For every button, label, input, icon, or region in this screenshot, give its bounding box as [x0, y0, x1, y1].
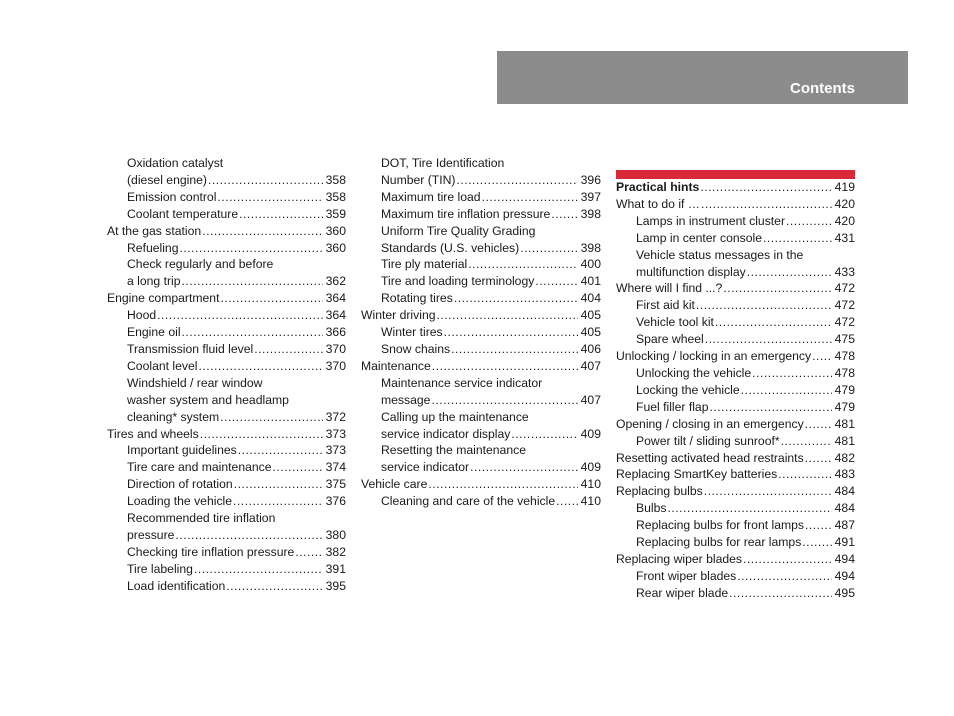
toc-entry-label: Maximum tire load	[381, 189, 481, 204]
toc-subentry[interactable]	[616, 382, 855, 399]
toc-subentry[interactable]	[616, 213, 855, 230]
toc-subentry[interactable]	[616, 500, 855, 517]
toc-subentry[interactable]	[107, 409, 346, 426]
toc-subentry[interactable]	[107, 578, 346, 595]
toc-page-number: 397	[580, 189, 601, 204]
dot-leader	[696, 297, 832, 314]
toc-page-number: 420	[834, 196, 855, 211]
toc-subentry[interactable]	[107, 493, 346, 510]
dot-leader	[157, 307, 323, 324]
dot-leader	[238, 442, 323, 459]
toc-subentry[interactable]	[107, 527, 346, 544]
dot-leader	[535, 273, 577, 290]
toc-subentry[interactable]	[616, 568, 855, 585]
toc-subentry[interactable]	[361, 493, 601, 510]
dot-leader	[454, 290, 578, 307]
dot-leader	[747, 264, 832, 281]
toc-page-number: 405	[580, 325, 601, 340]
toc-subentry[interactable]	[107, 476, 346, 493]
toc-page-number: 479	[834, 382, 855, 397]
dot-leader	[428, 476, 577, 493]
toc-subentry[interactable]	[361, 172, 601, 189]
dot-leader	[668, 500, 832, 517]
toc-entry-label: Vehicle tool kit	[636, 315, 714, 330]
toc-page-number: 433	[834, 264, 855, 279]
toc-entry-text-line: Maintenance service indicator	[381, 375, 543, 390]
toc-subentry[interactable]	[616, 399, 855, 416]
toc-entry-label: First aid kit	[636, 298, 695, 313]
toc-entry[interactable]	[616, 280, 855, 297]
toc-subentry[interactable]	[616, 585, 855, 602]
toc-page-number: 478	[834, 349, 855, 364]
dot-leader	[233, 493, 323, 510]
toc-entry[interactable]	[616, 348, 855, 365]
toc-page-number: 398	[580, 206, 601, 221]
dot-leader	[781, 433, 832, 450]
dot-leader	[704, 483, 832, 500]
toc-entry-text-line: DOT, Tire Identification	[381, 156, 505, 170]
toc-entry[interactable]	[361, 358, 601, 375]
toc-entry[interactable]	[361, 476, 601, 493]
dot-leader	[226, 578, 322, 595]
dot-leader	[234, 476, 323, 493]
toc-page-number: 410	[580, 494, 601, 509]
dot-leader	[778, 466, 831, 483]
toc-page-number: 382	[325, 544, 346, 559]
dot-leader	[741, 382, 832, 399]
toc-column-1	[107, 155, 346, 595]
toc-entry-text-line: Vehicle status messages in the	[636, 247, 804, 262]
toc-entry-label: Locking the vehicle	[636, 382, 740, 397]
toc-page-number: 419	[834, 180, 855, 194]
toc-entry-label: Number (TIN)	[381, 172, 456, 187]
dot-leader	[556, 493, 578, 510]
toc-entry-text-line: Calling up the maintenance	[381, 409, 529, 424]
dot-leader	[812, 348, 832, 365]
dot-leader	[715, 314, 832, 331]
toc-entry[interactable]	[616, 179, 855, 196]
dot-leader	[217, 189, 322, 206]
toc-subentry[interactable]	[107, 240, 346, 257]
dot-leader	[182, 324, 323, 341]
toc-page-number: 360	[325, 223, 346, 238]
dot-leader	[705, 331, 832, 348]
dot-leader	[456, 172, 577, 189]
toc-subentry[interactable]	[107, 189, 346, 206]
toc-entry-text-line: Check regularly and before	[127, 257, 274, 272]
toc-entry-label: Refueling	[127, 240, 179, 255]
toc-entry-label: Rotating tires	[381, 291, 453, 306]
toc-subentry[interactable]	[107, 307, 346, 324]
toc-entry-label: Lamps in instrument cluster	[636, 213, 786, 228]
toc-page-number: 395	[325, 578, 346, 593]
toc-entry-text-line: Resetting the maintenance	[381, 443, 526, 458]
dot-leader	[700, 179, 831, 196]
toc-subentry[interactable]	[361, 324, 601, 341]
toc-page-number: 479	[834, 399, 855, 414]
toc-page-number: 420	[834, 213, 855, 228]
dot-leader	[805, 450, 832, 467]
dot-leader	[175, 527, 322, 544]
toc-page-number: 396	[580, 172, 601, 187]
toc-subentry[interactable]	[616, 365, 855, 382]
toc-subentry[interactable]	[107, 442, 346, 459]
toc-entry-label: multifunction display	[636, 264, 746, 279]
toc-page-number: 400	[580, 257, 601, 272]
toc-subentry[interactable]	[361, 189, 601, 206]
toc-subentry[interactable]	[361, 273, 601, 290]
dot-leader	[786, 213, 832, 230]
toc-entry-label: What to do if …	[616, 196, 700, 211]
page-title: Contents	[790, 80, 855, 97]
toc-entry[interactable]	[616, 551, 855, 568]
toc-page-number: 431	[834, 230, 855, 245]
toc-entry-label: Replacing bulbs	[616, 484, 703, 499]
toc-page-number: 472	[834, 281, 855, 296]
toc-page-number: 376	[325, 494, 346, 509]
toc-entry-text-line: Recommended tire inflation	[127, 511, 276, 526]
dot-leader	[709, 399, 831, 416]
toc-entry-label: Tires and wheels	[107, 426, 199, 441]
toc-entry-label: Engine compartment	[107, 291, 220, 306]
dot-leader	[431, 392, 577, 409]
toc-page-number: 478	[834, 365, 855, 380]
toc-entry-label: Maintenance	[361, 358, 431, 373]
toc-page-number: 481	[834, 433, 855, 448]
toc-entry-label: cleaning* system	[127, 409, 220, 424]
dot-leader	[273, 459, 323, 476]
toc-page-number: 484	[834, 484, 855, 499]
dot-leader	[239, 206, 323, 223]
section-accent-bar	[616, 170, 855, 179]
toc-entry[interactable]	[616, 483, 855, 500]
dot-leader	[200, 426, 323, 443]
toc-entry-label: Fuel filler flap	[636, 399, 709, 414]
toc-page-number: 472	[834, 315, 855, 330]
dot-leader	[432, 358, 578, 375]
toc-entry-label: Transmission fluid level	[127, 341, 254, 356]
toc-entry-text-line: washer system and headlamp	[127, 392, 289, 407]
toc-entry-label: service indicator display	[381, 426, 511, 441]
toc-entry-text-line: Windshield / rear window	[127, 375, 263, 390]
toc-subentry[interactable]	[616, 297, 855, 314]
toc-page-number: 407	[580, 392, 601, 407]
dot-leader	[763, 230, 832, 247]
section-header-bar	[497, 51, 908, 104]
toc-column-2	[361, 155, 601, 510]
toc-subentry[interactable]	[107, 459, 346, 476]
toc-entry-label: Vehicle care	[361, 477, 428, 492]
toc-page-number: 398	[580, 240, 601, 255]
toc-entry-label: pressure	[127, 527, 175, 542]
toc-entry-label: Checking tire inflation pressure	[127, 544, 295, 559]
toc-entry-label: service indicator	[381, 460, 470, 475]
toc-subentry[interactable]	[361, 290, 601, 307]
toc-entry[interactable]	[616, 416, 855, 433]
toc-subentry[interactable]	[361, 426, 601, 443]
toc-entry-label: Where will I find ...?	[616, 281, 723, 296]
toc-page-number: 372	[325, 409, 346, 424]
toc-page-number: 409	[580, 460, 601, 475]
toc-page-number: 374	[325, 460, 346, 475]
toc-page-number: 373	[325, 443, 346, 458]
toc-entry-label: Replacing bulbs for front lamps	[636, 518, 805, 533]
dot-leader	[295, 544, 322, 561]
toc-entry[interactable]	[616, 196, 855, 213]
dot-leader	[470, 459, 578, 476]
toc-entry-label: Loading the vehicle	[127, 494, 233, 509]
dot-leader	[220, 409, 323, 426]
toc-entry-label: At the gas station	[107, 223, 202, 238]
toc-subentry[interactable]	[616, 433, 855, 450]
toc-entry-label: Power tilt / sliding sunroof*	[636, 433, 780, 448]
toc-entry-label: Coolant level	[127, 358, 198, 373]
toc-page-number: 360	[325, 240, 346, 255]
toc-entry-label: Bulbs	[636, 501, 667, 516]
toc-page-number: 491	[834, 535, 855, 550]
toc-page-number: 494	[834, 568, 855, 583]
toc-entry-text-line: Uniform Tire Quality Grading	[381, 223, 536, 238]
toc-entry-label: Unlocking / locking in an emergency	[616, 349, 812, 364]
toc-page-number: 373	[325, 426, 346, 441]
dot-leader	[254, 341, 322, 358]
toc-subentry[interactable]	[361, 240, 601, 257]
toc-entry-label: Engine oil	[127, 325, 181, 340]
dot-leader	[511, 426, 577, 443]
toc-entry[interactable]	[107, 290, 346, 307]
toc-entry-label: Practical hints	[616, 180, 700, 194]
dot-leader	[182, 273, 323, 290]
toc-column-3	[616, 170, 855, 602]
toc-entry-label: Tire and loading terminology	[381, 274, 535, 289]
toc-subentry[interactable]	[616, 534, 855, 551]
toc-page-number: 495	[834, 585, 855, 600]
dot-leader	[202, 223, 322, 240]
dot-leader	[220, 290, 322, 307]
toc-entry-label: Lamp in center console	[636, 230, 763, 245]
toc-subentry[interactable]	[616, 230, 855, 247]
dot-leader	[194, 561, 323, 578]
toc-page-number: 482	[834, 450, 855, 465]
toc-entry-label: Tire labeling	[127, 561, 193, 576]
toc-entry-label: Cleaning and care of the vehicle	[381, 494, 556, 509]
toc-entry[interactable]	[616, 450, 855, 467]
dot-leader	[743, 551, 832, 568]
toc-entry-label: Replacing bulbs for rear lamps	[636, 535, 802, 550]
dot-leader	[729, 585, 832, 602]
dot-leader	[551, 206, 577, 223]
toc-page-number: 391	[325, 561, 346, 576]
toc-entry[interactable]	[107, 426, 346, 443]
toc-entry-label: Tire care and maintenance	[127, 460, 272, 475]
toc-subentry[interactable]	[616, 314, 855, 331]
toc-page-number: 401	[580, 274, 601, 289]
dot-leader	[482, 189, 578, 206]
toc-page-number: 494	[834, 551, 855, 566]
toc-subentry[interactable]	[361, 256, 601, 273]
toc-entry[interactable]	[361, 307, 601, 324]
toc-entry[interactable]	[616, 466, 855, 483]
toc-subentry[interactable]	[107, 206, 346, 223]
toc-page-number: 370	[325, 341, 346, 356]
toc-subentry[interactable]	[616, 331, 855, 348]
toc-entry-label: Important guidelines	[127, 443, 237, 458]
toc-entry-text-line: Oxidation catalyst	[127, 156, 224, 170]
toc-entry-label: Opening / closing in an emergency	[616, 416, 804, 431]
dot-leader	[444, 324, 578, 341]
toc-page-number: 366	[325, 325, 346, 340]
toc-page-number: 405	[580, 308, 601, 323]
toc-subentry[interactable]	[107, 324, 346, 341]
toc-entry-label: Coolant temperature	[127, 206, 239, 221]
toc-entry-label: Replacing wiper blades	[616, 551, 743, 566]
dot-leader	[208, 172, 323, 189]
dot-leader	[805, 416, 832, 433]
dot-leader	[737, 568, 831, 585]
toc-entry-label: Winter tires	[381, 325, 443, 340]
toc-subentry[interactable]	[107, 561, 346, 578]
toc-entry-label: (diesel engine)	[127, 172, 207, 187]
toc-page-number: 410	[580, 477, 601, 492]
toc-entry-label: Unlocking the vehicle	[636, 365, 752, 380]
toc-entry-label: Tire ply material	[381, 257, 468, 272]
toc-subentry[interactable]	[107, 172, 346, 189]
toc-page-number: 364	[325, 308, 346, 323]
toc-subentry[interactable]	[107, 341, 346, 358]
toc-entry-label: Maximum tire inflation pressure	[381, 206, 551, 221]
toc-page-number: 472	[834, 298, 855, 313]
toc-entry-label: Front wiper blades	[636, 568, 737, 583]
toc-page-number: 359	[325, 206, 346, 221]
dot-leader	[437, 307, 578, 324]
toc-page-number: 407	[580, 358, 601, 373]
toc-page-number: 358	[325, 172, 346, 187]
toc-entry-label: Replacing SmartKey batteries	[616, 467, 778, 482]
toc-page-number: 409	[580, 426, 601, 441]
toc-entry[interactable]	[107, 223, 346, 240]
toc-entry-label: Rear wiper blade	[636, 585, 729, 600]
toc-entry-label: Load identification	[127, 578, 226, 593]
toc-entry-label: Standards (U.S. vehicles)	[381, 240, 520, 255]
toc-entry-label: Hood	[127, 308, 157, 323]
dot-leader	[468, 256, 577, 273]
toc-subentry[interactable]	[361, 206, 601, 223]
dot-leader	[752, 365, 831, 382]
toc-page-number: 483	[834, 467, 855, 482]
toc-page-number: 380	[325, 527, 346, 542]
toc-page-number: 364	[325, 291, 346, 306]
toc-page-number: 404	[580, 291, 601, 306]
toc-subentry[interactable]	[361, 341, 601, 358]
toc-entry-label: Resetting activated head restraints	[616, 450, 804, 465]
toc-page-number: 475	[834, 332, 855, 347]
dot-leader	[723, 280, 831, 297]
toc-subentry[interactable]	[361, 459, 601, 476]
toc-page-number: 375	[325, 477, 346, 492]
toc-entry-label: Direction of rotation	[127, 477, 233, 492]
toc-entry-label: a long trip	[127, 274, 181, 289]
toc-subentry[interactable]	[107, 358, 346, 375]
toc-subentry[interactable]	[107, 273, 346, 290]
toc-entry-label: Snow chains	[381, 341, 451, 356]
toc-page-number: 362	[325, 274, 346, 289]
toc-entry-label: Winter driving	[361, 308, 436, 323]
toc-page-number: 484	[834, 501, 855, 516]
dot-leader	[520, 240, 577, 257]
toc-subentry[interactable]	[616, 517, 855, 534]
toc-subentry[interactable]	[616, 264, 855, 281]
toc-entry-label: message	[381, 392, 431, 407]
dot-leader	[802, 534, 831, 551]
toc-page-number: 481	[834, 416, 855, 431]
dot-leader	[180, 240, 323, 257]
toc-page-number: 358	[325, 189, 346, 204]
dot-leader	[805, 517, 832, 534]
toc-subentry[interactable]	[361, 392, 601, 409]
toc-subentry[interactable]	[107, 544, 346, 561]
toc-page-number: 370	[325, 358, 346, 373]
dot-leader	[451, 341, 578, 358]
dot-leader	[701, 196, 832, 213]
toc-page-number: 406	[580, 341, 601, 356]
dot-leader	[198, 358, 322, 375]
toc-entry-label: Emission control	[127, 189, 217, 204]
toc-page-number: 487	[834, 518, 855, 533]
toc-entry-label: Spare wheel	[636, 332, 704, 347]
